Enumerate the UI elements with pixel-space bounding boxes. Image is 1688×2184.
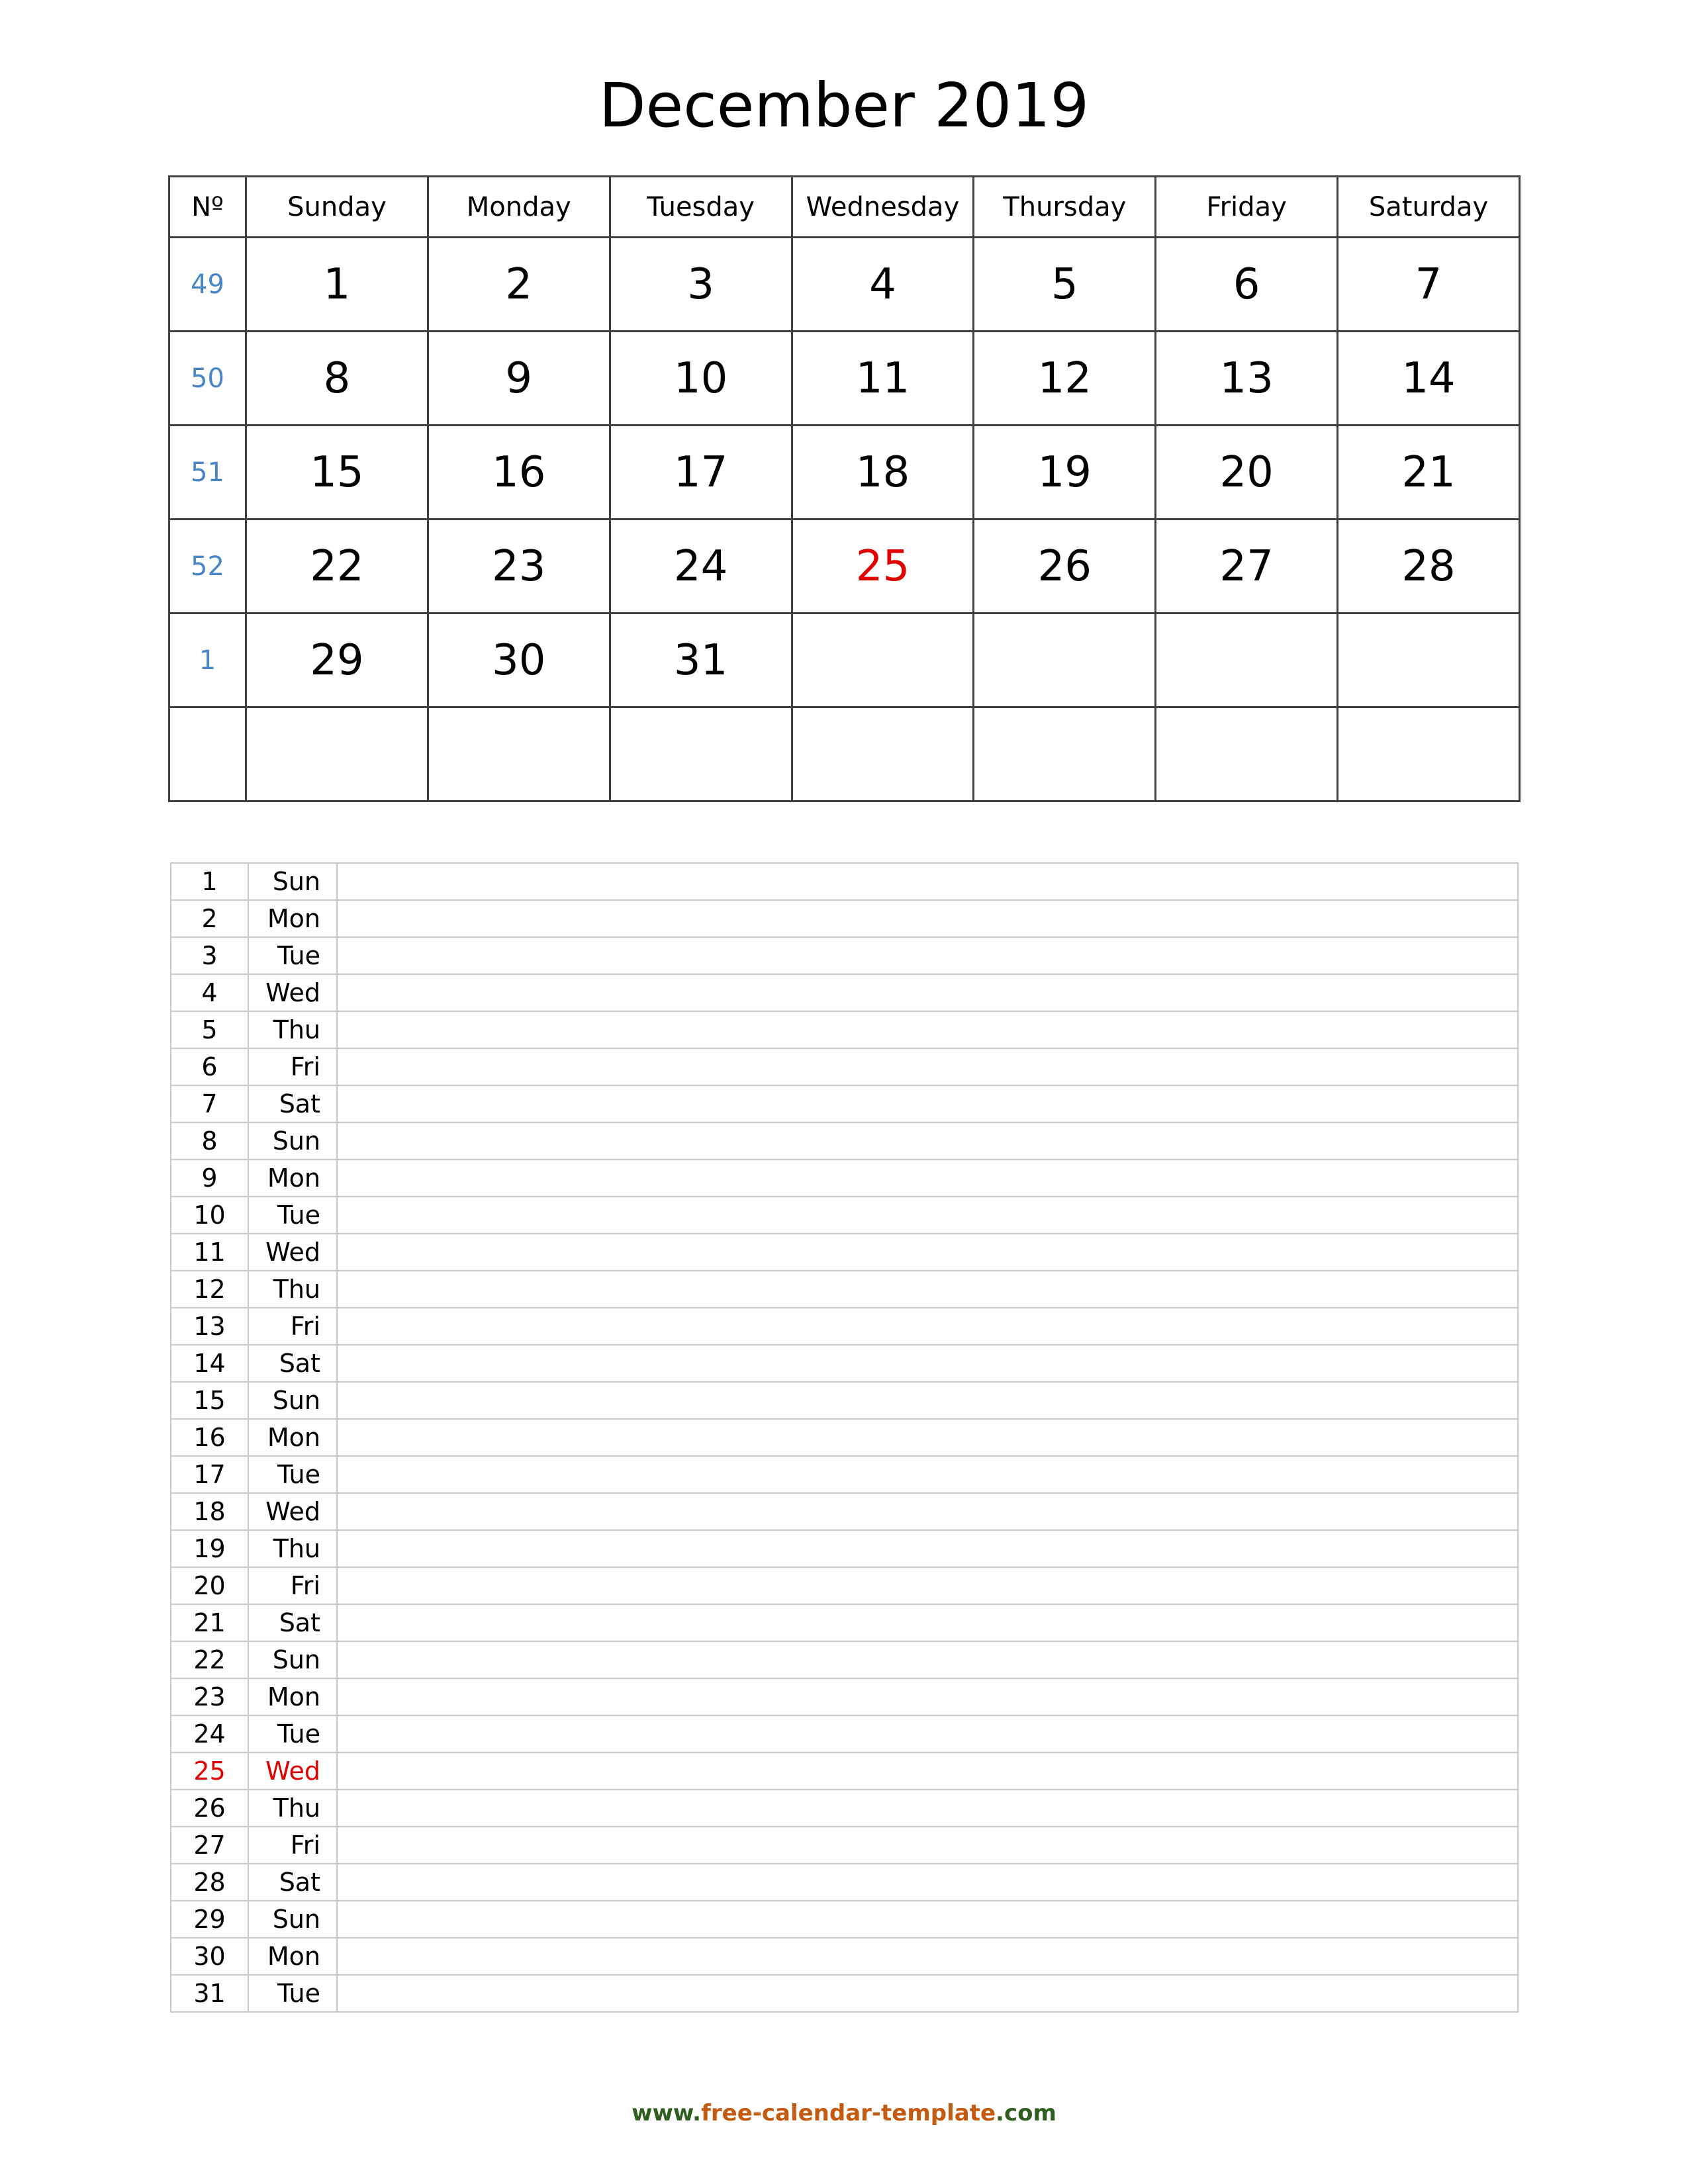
day-note-field[interactable] xyxy=(337,1271,1518,1308)
weekday-header: Sunday xyxy=(246,177,428,238)
day-list-weekday: Sun xyxy=(248,1382,337,1419)
calendar-day-cell: 5 xyxy=(974,238,1156,332)
day-list-number: 20 xyxy=(171,1567,248,1604)
day-list-weekday: Tue xyxy=(248,937,337,974)
calendar-week-row xyxy=(169,332,1520,426)
day-list-weekday: Thu xyxy=(248,1011,337,1048)
day-list-row xyxy=(171,1901,1518,1938)
calendar-day-cell: 22 xyxy=(246,520,428,614)
calendar-day-cell: 8 xyxy=(246,332,428,426)
day-list-weekday: Sun xyxy=(248,1641,337,1678)
day-note-field[interactable] xyxy=(337,863,1518,900)
day-list-number: 4 xyxy=(171,974,248,1011)
calendar-day-cell: 16 xyxy=(428,426,610,520)
day-list-weekday: Mon xyxy=(248,1678,337,1715)
weekday-header: Saturday xyxy=(1338,177,1520,238)
day-list-number: 17 xyxy=(171,1456,248,1493)
calendar-day-cell: 26 xyxy=(974,520,1156,614)
day-list-number: 31 xyxy=(171,1975,248,2012)
day-note-field[interactable] xyxy=(337,900,1518,937)
day-list-weekday: Wed xyxy=(248,1234,337,1271)
day-note-field[interactable] xyxy=(337,1975,1518,2012)
day-list-number: 2 xyxy=(171,900,248,937)
day-list-row xyxy=(171,1308,1518,1345)
day-list-row xyxy=(171,1493,1518,1530)
page-title: December 2019 xyxy=(598,70,1090,141)
day-list-weekday: Sun xyxy=(248,1122,337,1160)
daily-notes-rows xyxy=(171,863,1518,2012)
calendar-empty-cell xyxy=(792,707,974,801)
day-note-field[interactable] xyxy=(337,1160,1518,1197)
month-weeks xyxy=(169,238,1520,801)
day-list-weekday: Tue xyxy=(248,1197,337,1234)
footer-url-prefix: www. xyxy=(632,2100,702,2126)
day-list-number: 21 xyxy=(171,1604,248,1641)
day-list-weekday: Sun xyxy=(248,863,337,900)
day-list-weekday: Wed xyxy=(248,974,337,1011)
day-list-row xyxy=(171,1271,1518,1308)
day-list-number: 26 xyxy=(171,1790,248,1827)
week-number-header: Nº xyxy=(169,177,246,238)
calendar-empty-cell xyxy=(428,707,610,801)
day-list-number: 19 xyxy=(171,1530,248,1567)
day-list-number: 11 xyxy=(171,1234,248,1271)
calendar-day-cell: 19 xyxy=(974,426,1156,520)
calendar-empty-cell xyxy=(1156,707,1338,801)
day-list-row xyxy=(171,1345,1518,1382)
day-note-field[interactable] xyxy=(337,1901,1518,1938)
day-note-field[interactable] xyxy=(337,1011,1518,1048)
day-list-row xyxy=(171,900,1518,937)
day-note-field[interactable] xyxy=(337,1197,1518,1234)
day-note-field[interactable] xyxy=(337,1085,1518,1122)
day-note-field[interactable] xyxy=(337,1308,1518,1345)
day-note-field[interactable] xyxy=(337,1530,1518,1567)
day-list-row xyxy=(171,1530,1518,1567)
day-note-field[interactable] xyxy=(337,1790,1518,1827)
day-list-row xyxy=(171,1048,1518,1085)
day-list-weekday: Tue xyxy=(248,1456,337,1493)
day-list-row xyxy=(171,1456,1518,1493)
daily-notes-list xyxy=(170,862,1519,2013)
day-list-row xyxy=(171,1567,1518,1604)
day-list-row xyxy=(171,1678,1518,1715)
calendar-day-cell: 14 xyxy=(1338,332,1520,426)
day-note-field[interactable] xyxy=(337,1048,1518,1085)
day-list-number: 15 xyxy=(171,1382,248,1419)
calendar-day-cell: 28 xyxy=(1338,520,1520,614)
calendar-day-cell: 18 xyxy=(792,426,974,520)
day-list-row xyxy=(171,1085,1518,1122)
day-list-weekday: Tue xyxy=(248,1975,337,2012)
day-note-field[interactable] xyxy=(337,937,1518,974)
day-list-number: 8 xyxy=(171,1122,248,1160)
day-list-weekday: Mon xyxy=(248,1160,337,1197)
day-list-weekday: Thu xyxy=(248,1790,337,1827)
day-list-row xyxy=(171,1975,1518,2012)
weekday-header: Friday xyxy=(1156,177,1338,238)
day-note-field[interactable] xyxy=(337,1234,1518,1271)
calendar-day-cell: 4 xyxy=(792,238,974,332)
calendar-day-cell: 7 xyxy=(1338,238,1520,332)
day-list-row xyxy=(171,863,1518,900)
day-list-weekday: Thu xyxy=(248,1271,337,1308)
day-note-field[interactable] xyxy=(337,1752,1518,1790)
day-list-weekday: Wed xyxy=(248,1493,337,1530)
day-list-weekday: Mon xyxy=(248,1938,337,1975)
day-note-field[interactable] xyxy=(337,1715,1518,1752)
day-list-number: 28 xyxy=(171,1864,248,1901)
day-list-row xyxy=(171,1752,1518,1790)
day-list-number: 25 xyxy=(171,1752,248,1790)
day-list-number: 13 xyxy=(171,1308,248,1345)
day-list-number: 14 xyxy=(171,1345,248,1382)
footer-url-suffix: .com xyxy=(996,2100,1056,2126)
day-list-row xyxy=(171,974,1518,1011)
calendar-day-cell: 29 xyxy=(246,614,428,707)
footer-url[interactable] xyxy=(0,2095,1688,2132)
day-note-field[interactable] xyxy=(337,1864,1518,1901)
day-list-weekday: Thu xyxy=(248,1530,337,1567)
day-list-number: 16 xyxy=(171,1419,248,1456)
week-number: 52 xyxy=(169,520,246,614)
calendar-day-cell: 30 xyxy=(428,614,610,707)
calendar-day-cell: 20 xyxy=(1156,426,1338,520)
day-note-field[interactable] xyxy=(337,1938,1518,1975)
day-note-field[interactable] xyxy=(337,1419,1518,1456)
calendar-empty-cell xyxy=(610,707,792,801)
day-list-number: 24 xyxy=(171,1715,248,1752)
day-note-field[interactable] xyxy=(337,974,1518,1011)
day-note-field[interactable] xyxy=(337,1345,1518,1382)
calendar-day-cell: 10 xyxy=(610,332,792,426)
day-list-weekday: Wed xyxy=(248,1752,337,1790)
day-list-weekday: Sun xyxy=(248,1901,337,1938)
day-list-row xyxy=(171,1938,1518,1975)
weekday-header-row xyxy=(169,177,1520,238)
week-number: 51 xyxy=(169,426,246,520)
calendar-empty-cell xyxy=(1338,614,1520,707)
weekday-header: Thursday xyxy=(974,177,1156,238)
day-list-weekday: Sat xyxy=(248,1604,337,1641)
day-list-row xyxy=(171,1011,1518,1048)
day-list-weekday: Mon xyxy=(248,900,337,937)
day-list-number: 1 xyxy=(171,863,248,900)
day-list-number: 18 xyxy=(171,1493,248,1530)
calendar-day-cell: 24 xyxy=(610,520,792,614)
day-list-number: 27 xyxy=(171,1827,248,1864)
day-list-row xyxy=(171,1827,1518,1864)
day-list-number: 3 xyxy=(171,937,248,974)
day-list-weekday: Fri xyxy=(248,1827,337,1864)
calendar-day-cell: 31 xyxy=(610,614,792,707)
day-list-row xyxy=(171,1715,1518,1752)
day-list-row xyxy=(171,1234,1518,1271)
day-note-field[interactable] xyxy=(337,1827,1518,1864)
day-list-weekday: Sat xyxy=(248,1864,337,1901)
week-number xyxy=(169,707,246,801)
calendar-day-cell: 1 xyxy=(246,238,428,332)
day-list-weekday: Fri xyxy=(248,1048,337,1085)
day-list-row xyxy=(171,1790,1518,1827)
day-list-row xyxy=(171,1604,1518,1641)
calendar-day-cell: 9 xyxy=(428,332,610,426)
day-list-number: 6 xyxy=(171,1048,248,1085)
day-list-row xyxy=(171,1382,1518,1419)
calendar-empty-cell xyxy=(974,614,1156,707)
day-list-row xyxy=(171,937,1518,974)
day-list-weekday: Fri xyxy=(248,1567,337,1604)
calendar-day-cell: 27 xyxy=(1156,520,1338,614)
day-list-number: 23 xyxy=(171,1678,248,1715)
day-note-field[interactable] xyxy=(337,1678,1518,1715)
calendar-week-row xyxy=(169,238,1520,332)
week-number: 1 xyxy=(169,614,246,707)
day-list-weekday: Fri xyxy=(248,1308,337,1345)
day-list-number: 9 xyxy=(171,1160,248,1197)
day-note-field[interactable] xyxy=(337,1567,1518,1604)
weekday-header: Wednesday xyxy=(792,177,974,238)
calendar-day-cell: 25 xyxy=(792,520,974,614)
day-list-row xyxy=(171,1122,1518,1160)
day-list-number: 22 xyxy=(171,1641,248,1678)
calendar-day-cell: 13 xyxy=(1156,332,1338,426)
day-note-field[interactable] xyxy=(337,1493,1518,1530)
calendar-day-cell: 21 xyxy=(1338,426,1520,520)
calendar-empty-cell xyxy=(974,707,1156,801)
calendar-empty-cell xyxy=(246,707,428,801)
calendar-day-cell: 15 xyxy=(246,426,428,520)
day-note-field[interactable] xyxy=(337,1456,1518,1493)
day-list-number: 29 xyxy=(171,1901,248,1938)
day-list-weekday: Sat xyxy=(248,1085,337,1122)
calendar-day-cell: 17 xyxy=(610,426,792,520)
calendar-week-row xyxy=(169,426,1520,520)
calendar-day-cell: 6 xyxy=(1156,238,1338,332)
day-list-row xyxy=(171,1160,1518,1197)
calendar-week-row xyxy=(169,520,1520,614)
calendar-day-cell: 2 xyxy=(428,238,610,332)
day-list-row xyxy=(171,1197,1518,1234)
day-list-weekday: Sat xyxy=(248,1345,337,1382)
calendar-day-cell: 11 xyxy=(792,332,974,426)
calendar-week-row xyxy=(169,614,1520,707)
calendar-day-cell: 12 xyxy=(974,332,1156,426)
day-list-number: 5 xyxy=(171,1011,248,1048)
weekday-header: Monday xyxy=(428,177,610,238)
calendar-week-row xyxy=(169,707,1520,801)
calendar-empty-cell xyxy=(1338,707,1520,801)
weekday-header: Tuesday xyxy=(610,177,792,238)
day-note-field[interactable] xyxy=(337,1604,1518,1641)
day-note-field[interactable] xyxy=(337,1641,1518,1678)
day-list-weekday: Mon xyxy=(248,1419,337,1456)
day-list-weekday: Tue xyxy=(248,1715,337,1752)
day-list-number: 30 xyxy=(171,1938,248,1975)
footer-url-name: free-calendar-template xyxy=(701,2100,996,2126)
day-list-number: 10 xyxy=(171,1197,248,1234)
calendar-day-cell: 23 xyxy=(428,520,610,614)
calendar-empty-cell xyxy=(792,614,974,707)
day-list-number: 7 xyxy=(171,1085,248,1122)
day-list-row xyxy=(171,1864,1518,1901)
calendar-day-cell: 3 xyxy=(610,238,792,332)
calendar-empty-cell xyxy=(1156,614,1338,707)
week-number: 49 xyxy=(169,238,246,332)
day-note-field[interactable] xyxy=(337,1122,1518,1160)
week-number: 50 xyxy=(169,332,246,426)
day-list-row xyxy=(171,1419,1518,1456)
day-list-number: 12 xyxy=(171,1271,248,1308)
month-calendar-grid xyxy=(168,175,1521,802)
day-list-row xyxy=(171,1641,1518,1678)
day-note-field[interactable] xyxy=(337,1382,1518,1419)
